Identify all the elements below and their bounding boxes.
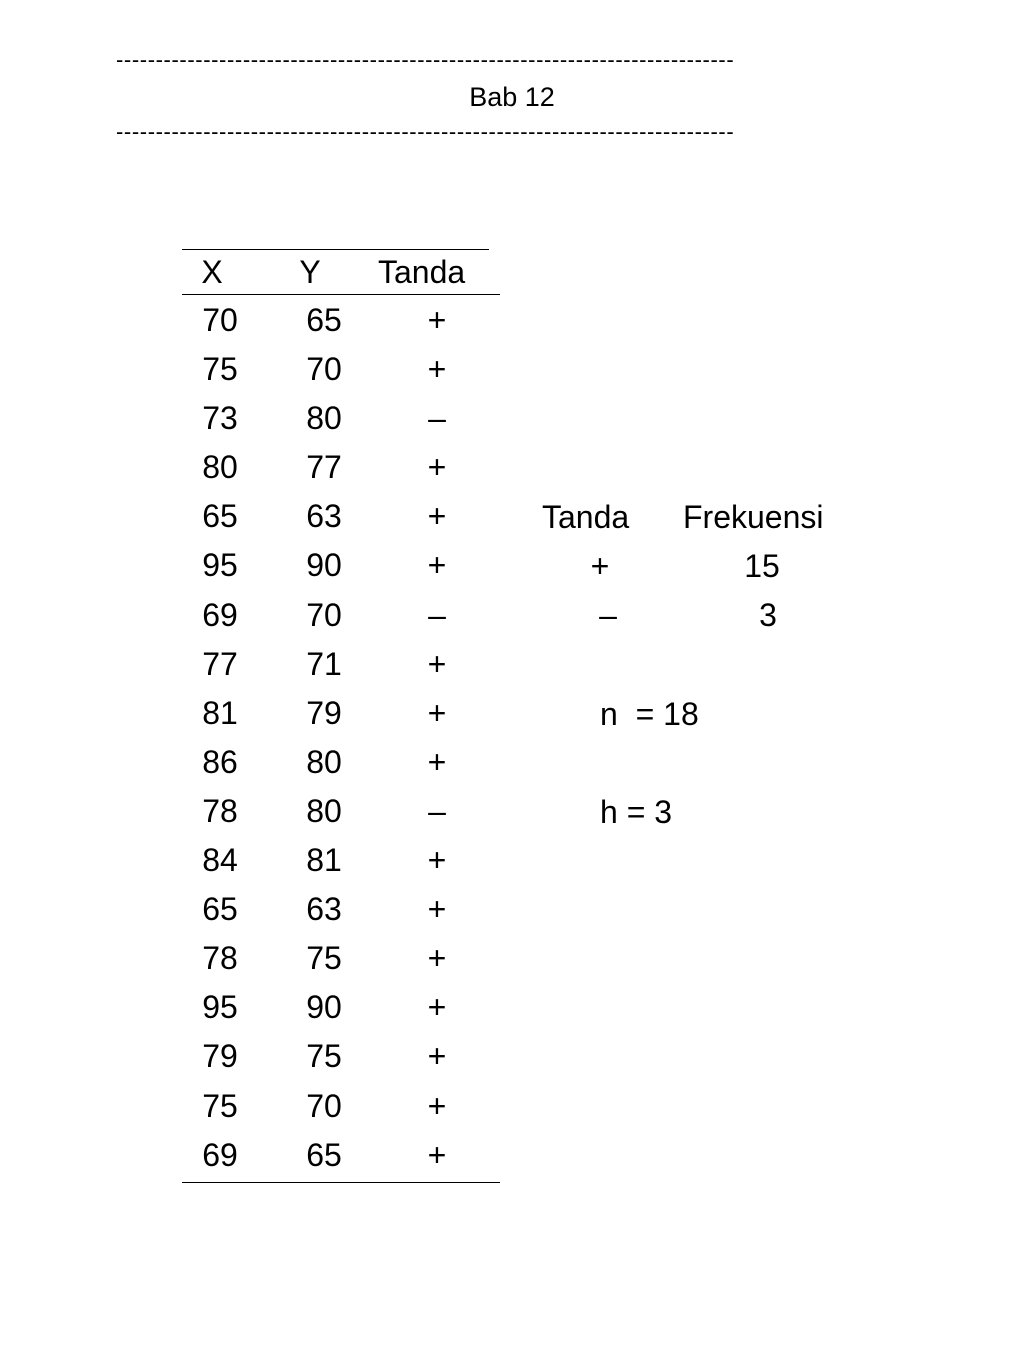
cell-x: 75 xyxy=(202,351,238,388)
cell-y: 65 xyxy=(306,302,342,338)
chapter-title: Bab 12 xyxy=(469,82,555,112)
cell-sign: + xyxy=(427,842,447,879)
cell-y: 75 xyxy=(306,940,342,977)
bottom-dashed-rule: ------------------------------------------------------------------------------ xyxy=(116,120,735,144)
column-header-tanda: Tanda xyxy=(378,254,466,290)
table-row xyxy=(182,1088,500,1137)
cell-y: 63 xyxy=(306,891,342,928)
sample-size-n: n = 18 xyxy=(600,696,699,732)
cell-sign: + xyxy=(427,1038,447,1075)
frequency-minus-count: 3 xyxy=(759,597,777,633)
cell-sign: – xyxy=(428,792,446,829)
cell-y: 80 xyxy=(306,792,342,829)
table-row xyxy=(182,989,500,1038)
cell-x: 70 xyxy=(202,302,238,338)
table-row xyxy=(182,302,500,351)
cell-y: 77 xyxy=(306,449,342,486)
cell-y: 70 xyxy=(306,596,342,633)
table-row xyxy=(182,695,500,744)
cell-sign: – xyxy=(428,596,446,633)
cell-x: 81 xyxy=(202,694,238,731)
cell-x: 73 xyxy=(202,400,238,437)
cell-x: 77 xyxy=(202,645,238,682)
frequency-plus-sign: + xyxy=(590,548,610,584)
table-row xyxy=(182,597,500,646)
column-header-y: Y xyxy=(299,254,321,290)
cell-sign: + xyxy=(427,645,447,682)
frequency-minus-sign: – xyxy=(599,597,617,633)
frequency-plus-count: 15 xyxy=(744,548,780,584)
table-body xyxy=(182,302,500,1186)
cell-x: 95 xyxy=(202,989,238,1026)
cell-y: 90 xyxy=(306,547,342,584)
cell-y: 81 xyxy=(306,842,342,879)
cell-sign: + xyxy=(427,891,447,928)
table-row xyxy=(182,891,500,940)
cell-y: 65 xyxy=(306,1136,342,1173)
cell-sign: + xyxy=(427,449,447,486)
cell-x: 75 xyxy=(202,1087,238,1124)
cell-y: 80 xyxy=(306,400,342,437)
table-row xyxy=(182,940,500,989)
cell-sign: + xyxy=(427,694,447,731)
cell-y: 90 xyxy=(306,989,342,1026)
cell-x: 80 xyxy=(202,449,238,486)
table-row xyxy=(182,498,500,547)
cell-x: 79 xyxy=(202,1038,238,1075)
table-row xyxy=(182,793,500,842)
cell-sign: + xyxy=(427,1136,447,1173)
cell-y: 71 xyxy=(306,645,342,682)
column-header-x: X xyxy=(201,254,223,290)
cell-x: 69 xyxy=(202,1136,238,1173)
cell-sign: + xyxy=(427,351,447,388)
frequency-header-count: Frekuensi xyxy=(683,499,824,535)
cell-x: 65 xyxy=(202,891,238,928)
cell-y: 70 xyxy=(306,1087,342,1124)
cell-y: 79 xyxy=(306,694,342,731)
cell-y: 70 xyxy=(306,351,342,388)
table-top-rule xyxy=(182,249,489,250)
cell-y: 75 xyxy=(306,1038,342,1075)
table-row xyxy=(182,400,500,449)
cell-x: 78 xyxy=(202,940,238,977)
cell-x: 69 xyxy=(202,596,238,633)
table-row xyxy=(182,1038,500,1087)
cell-sign: + xyxy=(427,989,447,1026)
frequency-header-sign: Tanda xyxy=(542,499,630,535)
table-row xyxy=(182,842,500,891)
table-row xyxy=(182,449,500,498)
cell-sign: + xyxy=(427,498,447,535)
cell-x: 78 xyxy=(202,792,238,829)
frequency-summary xyxy=(540,499,850,639)
statistic-h: h = 3 xyxy=(600,794,673,830)
cell-x: 65 xyxy=(202,498,238,535)
cell-y: 80 xyxy=(306,743,342,780)
table-row xyxy=(182,1137,500,1186)
cell-sign: + xyxy=(427,940,447,977)
table-row xyxy=(182,547,500,596)
cell-x: 86 xyxy=(202,743,238,780)
cell-sign: + xyxy=(427,547,447,584)
table-header-rule xyxy=(182,294,500,295)
cell-sign: + xyxy=(427,743,447,780)
table-bottom-rule xyxy=(182,1182,500,1183)
cell-sign: + xyxy=(427,1087,447,1124)
table-row xyxy=(182,351,500,400)
table-row xyxy=(182,744,500,793)
top-dashed-rule: ------------------------------------------------------------------------------ xyxy=(116,48,735,72)
cell-x: 95 xyxy=(202,547,238,584)
table-row xyxy=(182,646,500,695)
cell-x: 84 xyxy=(202,842,238,879)
cell-sign: – xyxy=(428,400,446,437)
cell-y: 63 xyxy=(306,498,342,535)
cell-sign: + xyxy=(427,302,447,338)
